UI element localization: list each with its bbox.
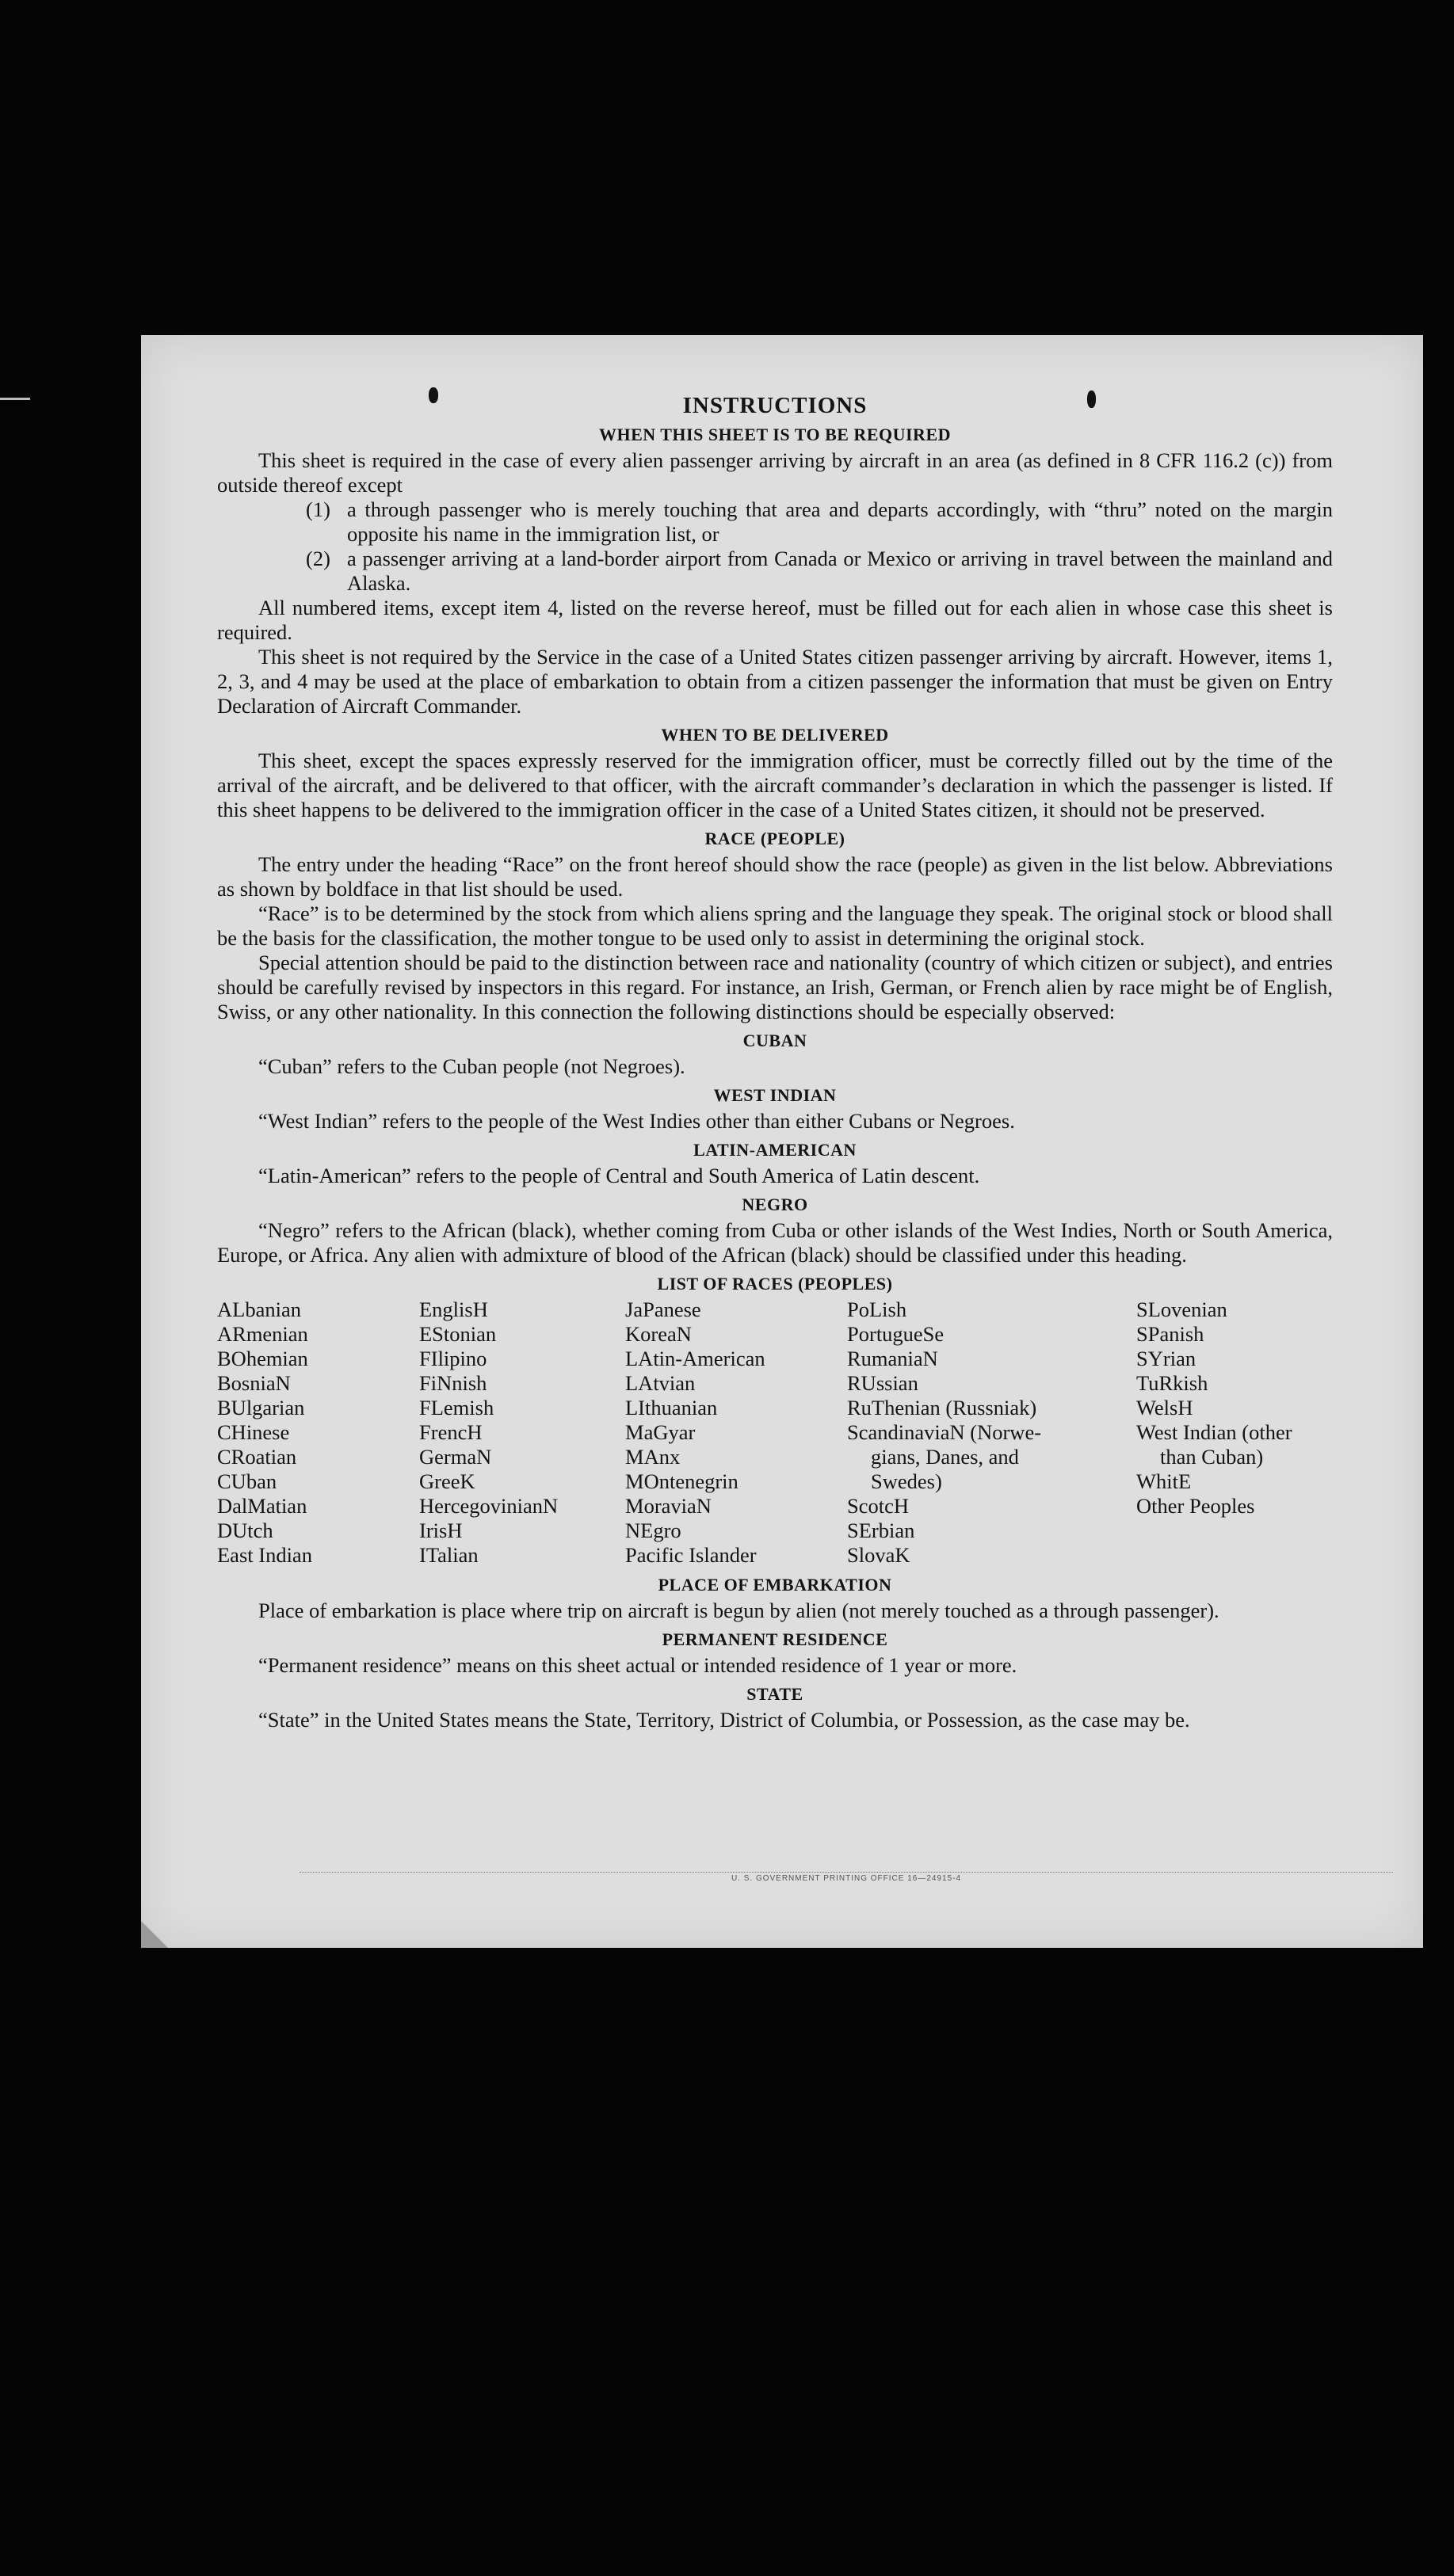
- scan-edge-mark: [0, 398, 30, 400]
- race-entry: EnglisH: [419, 1298, 488, 1321]
- folded-corner: [141, 1921, 168, 1948]
- race-entry: SPanish: [1136, 1322, 1204, 1346]
- race-entry: DUtch: [217, 1519, 273, 1542]
- race-entry-continued: gians, Danes, and: [871, 1445, 1019, 1469]
- paragraph: “West Indian” refers to the people of the West Indies other than either Cubans or Negroes.: [258, 1109, 1015, 1133]
- race-entry: LIthuanian: [625, 1396, 718, 1419]
- section-heading-race: RACE (PEOPLE): [704, 829, 845, 848]
- race-entry: KoreaN: [625, 1322, 692, 1346]
- race-entry: ITalian: [419, 1543, 479, 1567]
- section-heading-required: WHEN THIS SHEET IS TO BE REQUIRED: [598, 425, 952, 444]
- paragraph: “Latin-American” refers to the people of Central and South America of Latin descent.: [258, 1164, 980, 1187]
- race-entry: SlovaK: [847, 1543, 910, 1567]
- races-column: [217, 1298, 419, 1568]
- paragraph: “Negro” refers to the African (black), whether coming from Cuba or other islands of the West Indies, North or South America, Europe, or Africa. Any alien with admixture of blood of the African (black) should be classified under this heading.: [217, 1218, 1333, 1267]
- race-entry-continued: Swedes): [871, 1469, 942, 1493]
- section-heading-latin-american: LATIN-AMERICAN: [693, 1140, 857, 1160]
- race-entry: Other Peoples: [1136, 1494, 1255, 1518]
- race-entry: JaPanese: [625, 1298, 701, 1321]
- paragraph: The entry under the heading “Race” on the front hereof should show the race (people) as given in the list below. Abbreviations as shown by boldface in that list should be used.: [217, 852, 1333, 901]
- race-entry: ARmenian: [217, 1322, 308, 1346]
- race-entry: Pacific Islander: [625, 1543, 757, 1567]
- race-entry: GermaN: [419, 1445, 492, 1469]
- race-entry: DalMatian: [217, 1494, 307, 1518]
- section-heading-residence: PERMANENT RESIDENCE: [662, 1629, 888, 1649]
- paragraph: All numbered items, except item 4, listed on the reverse hereof, must be filled out for each alien in whose case this sheet is required.: [217, 596, 1333, 644]
- race-entry: NEgro: [625, 1519, 681, 1542]
- race-entry: SYrian: [1136, 1347, 1196, 1370]
- paragraph: “Permanent residence” means on this sheet actual or intended residence of 1 year or more.: [258, 1653, 1017, 1677]
- page-title: INSTRUCTIONS: [682, 393, 868, 418]
- race-entry: FIlipino: [419, 1347, 487, 1370]
- race-entry: West Indian (other: [1136, 1420, 1292, 1444]
- race-entry-continued: than Cuban): [1160, 1445, 1264, 1469]
- race-entry: GreeK: [419, 1469, 475, 1493]
- section-heading-cuban: CUBAN: [742, 1031, 807, 1050]
- list-item: (2) a passenger arriving at a land-border airport from Canada or Mexico or arriving in travel between the mainland and Alaska.: [306, 547, 1333, 595]
- paragraph: This sheet is required in the case of every alien passenger arriving by aircraft in an area (as defined in 8 CFR 116.2 (c)) from outside thereof except: [217, 448, 1333, 497]
- race-entry: FiNnish: [419, 1371, 487, 1395]
- race-entry: LAtvian: [625, 1371, 696, 1395]
- section-heading-delivered: WHEN TO BE DELIVERED: [661, 725, 889, 745]
- race-entry: RUssian: [847, 1371, 918, 1395]
- race-entry: ALbanian: [217, 1298, 301, 1321]
- race-entry: LAtin-American: [625, 1347, 765, 1370]
- instructions-body: [217, 394, 1333, 1732]
- race-entry: FLemish: [419, 1396, 494, 1419]
- race-entry: IrisH: [419, 1519, 463, 1542]
- printing-office-footer: U. S. GOVERNMENT PRINTING OFFICE 16—24915-4: [300, 1872, 1393, 1883]
- races-column: [1136, 1298, 1333, 1568]
- race-entry: WhitE: [1136, 1469, 1192, 1493]
- paragraph: “Cuban” refers to the Cuban people (not Negroes).: [258, 1054, 685, 1078]
- race-entry: MAnx: [625, 1445, 681, 1469]
- race-entry: PoLish: [847, 1298, 907, 1321]
- race-entry: MOntenegrin: [625, 1469, 738, 1493]
- race-entry: CUban: [217, 1469, 277, 1493]
- section-heading-state: STATE: [746, 1684, 803, 1704]
- race-entry: TuRkish: [1136, 1371, 1208, 1395]
- races-list: [217, 1298, 1333, 1568]
- section-heading-west-indian: WEST INDIAN: [713, 1085, 837, 1105]
- race-entry: BosniaN: [217, 1371, 291, 1395]
- races-column: [625, 1298, 847, 1568]
- race-entry: EStonian: [419, 1322, 497, 1346]
- paragraph: Special attention should be paid to the distinction between race and nationality (country of which citizen or subject), and entries should be carefully revised by inspectors in this regard. For instance, an Irish, German, or French alien by race might be of English, Swiss, or any other nationality. In this connection the following distinctions should be especially observed:: [217, 951, 1333, 1023]
- races-column: [847, 1298, 1136, 1568]
- race-entry: SErbian: [847, 1519, 915, 1542]
- paragraph: This sheet, except the spaces expressly reserved for the immigration officer, must be correctly filled out by the time of the arrival of the aircraft, and be delivered to that officer, with the aircraft commander’s declaration in which the passenger is listed. If this sheet happens to be delivered to the immigration officer in the case of a United States citizen, it should not be preserved.: [217, 749, 1333, 821]
- race-entry: HercegovinianN: [419, 1494, 559, 1518]
- section-heading-embarkation: PLACE OF EMBARKATION: [658, 1575, 892, 1595]
- races-column: [419, 1298, 625, 1568]
- race-entry: SLovenian: [1136, 1298, 1227, 1321]
- paragraph: This sheet is not required by the Service in the case of a United States citizen passenger arriving by aircraft. However, items 1, 2, 3, and 4 may be used at the place of embarkation to obtain from a citizen passenger the information that must be given on Entry Declaration of Aircraft Commander.: [217, 645, 1333, 718]
- race-entry: RuThenian (Russniak): [847, 1396, 1037, 1419]
- race-entry: East Indian: [217, 1543, 312, 1567]
- paragraph: “Race” is to be determined by the stock from which aliens spring and the language they speak. The original stock or blood shall be the basis for the classification, the mother tongue to be used only to assist in determining the original stock.: [217, 901, 1333, 950]
- paragraph: Place of embarkation is place where trip on aircraft is begun by alien (not merely touched as a through passenger).: [258, 1599, 1219, 1622]
- race-entry: MaGyar: [625, 1420, 696, 1444]
- race-entry: CRoatian: [217, 1445, 297, 1469]
- race-entry: ScotcH: [847, 1494, 910, 1518]
- document-sheet: [141, 335, 1423, 1948]
- section-heading-list-of-races: LIST OF RACES (PEOPLES): [657, 1274, 893, 1294]
- paragraph: “State” in the United States means the State, Territory, District of Columbia, or Possession, as the case may be.: [258, 1708, 1190, 1732]
- bleed-through: [1345, 360, 1349, 377]
- race-entry: WelsH: [1136, 1396, 1193, 1419]
- race-entry: MoraviaN: [625, 1494, 712, 1518]
- section-heading-negro: NEGRO: [742, 1195, 808, 1214]
- list-item: (1) a through passenger who is merely touching that area and departs accordingly, with “thru” noted on the margin opposite his name in the immigration list, or: [306, 497, 1333, 546]
- race-entry: BOhemian: [217, 1347, 308, 1370]
- race-entry: PortugueSe: [847, 1322, 945, 1346]
- race-entry: FrencH: [419, 1420, 483, 1444]
- race-entry: BUlgarian: [217, 1396, 305, 1419]
- race-entry: ScandinaviaN (Norwe-: [847, 1420, 1042, 1444]
- race-entry: CHinese: [217, 1420, 290, 1444]
- race-entry: RumaniaN: [847, 1347, 938, 1370]
